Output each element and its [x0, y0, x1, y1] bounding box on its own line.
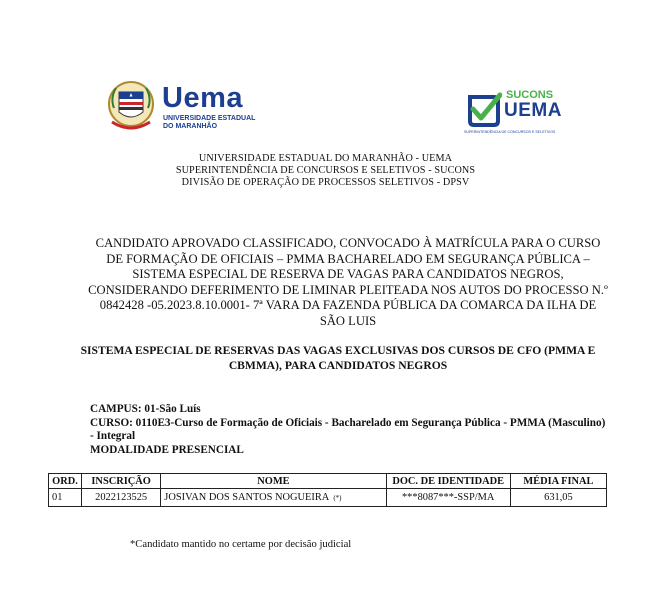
- cell-ord: 01: [49, 489, 82, 507]
- uema-logo: [106, 78, 276, 140]
- course-label: CURSO: 0110E3-Curso de Formação de Oficiais - Bacharelado em Segurança Pública - PMMA (Masculino) - Integral: [90, 416, 606, 443]
- institution-line-2: SUPERINTENDÊNCIA DE CONCURSOS E SELETIVOS - SUCONS: [175, 165, 476, 176]
- table-row: [49, 489, 607, 507]
- sucons-tagline: SUPERINTENDÊNCIA DE CONCURSOS E SELETIVOS: [464, 130, 556, 134]
- uema-wordmark: Uema: [162, 82, 243, 114]
- header-ord: ORD.: [49, 474, 82, 489]
- course-info: [90, 403, 610, 457]
- convocation-notice: CANDIDATO APROVADO CLASSIFICADO, CONVOCADO À MATRÍCULA PARA O CURSO DE FORMAÇÃO DE OFICIAIS – PMMA BACHARELADO EM SEGURANÇA PÚBLICA – SISTEMA ESPECIAL DE RESERVA DE VAGAS PARA CANDIDATOS NEGROS, CONSIDERANDO DEFERIMENTO DE LIMINAR PLEITEADA NOS AUTOS DO PROCESSO N.º 0842428 -05.2023.8.10.0001- 7ª VARA DA FAZENDA PÚBLICA DA COMARCA DA ILHA DE SÃO LUIS: [88, 236, 608, 328]
- sucons-check-icon: [464, 91, 502, 129]
- sucons-name: SUCONS: [506, 89, 554, 101]
- institution-line-1: UNIVERSIDADE ESTADUAL DO MARANHÃO - UEMA: [198, 153, 453, 164]
- uema-seal-icon: [106, 78, 156, 136]
- campus-label: CAMPUS: 01-São Luís: [90, 403, 201, 415]
- judicial-marker: (*): [333, 493, 342, 502]
- uema-subtitle-line-1: UNIVERSIDADE ESTADUAL: [163, 115, 256, 122]
- results-table: [48, 473, 607, 507]
- institution-header: [0, 153, 651, 189]
- uema-subtitle-line-2: DO MARANHÃO: [163, 123, 218, 130]
- header-inscricao: INSCRIÇÃO: [81, 474, 160, 489]
- header-doc: DOC. DE IDENTIDADE: [386, 474, 510, 489]
- sucons-logo: [462, 85, 562, 141]
- modality-label: MODALIDADE PRESENCIAL: [90, 443, 244, 456]
- header-nome: NOME: [161, 474, 386, 489]
- sucons-uema-wordmark: UEMA: [504, 100, 562, 121]
- uema-subtitle: [163, 115, 273, 131]
- table-header-row: [49, 474, 607, 489]
- header-media: MÉDIA FINAL: [510, 474, 606, 489]
- cell-inscricao: 2022123525: [81, 489, 160, 507]
- cell-nome: [161, 489, 386, 507]
- institution-line-3: DIVISÃO DE OPERAÇÃO DE PROCESSOS SELETIVOS - DPSV: [181, 177, 470, 188]
- cell-doc: ***8087***-SSP/MA: [386, 489, 510, 507]
- section-title: SISTEMA ESPECIAL DE RESERVAS DAS VAGAS EXCLUSIVAS DOS CURSOS DE CFO (PMMA E CBMMA), PARA CANDIDATOS NEGROS: [80, 344, 596, 372]
- footnote: *Candidato mantido no certame por decisão judicial: [130, 539, 352, 550]
- candidate-name: JOSIVAN DOS SANTOS NOGUEIRA: [164, 492, 329, 503]
- cell-media: 631,05: [510, 489, 606, 507]
